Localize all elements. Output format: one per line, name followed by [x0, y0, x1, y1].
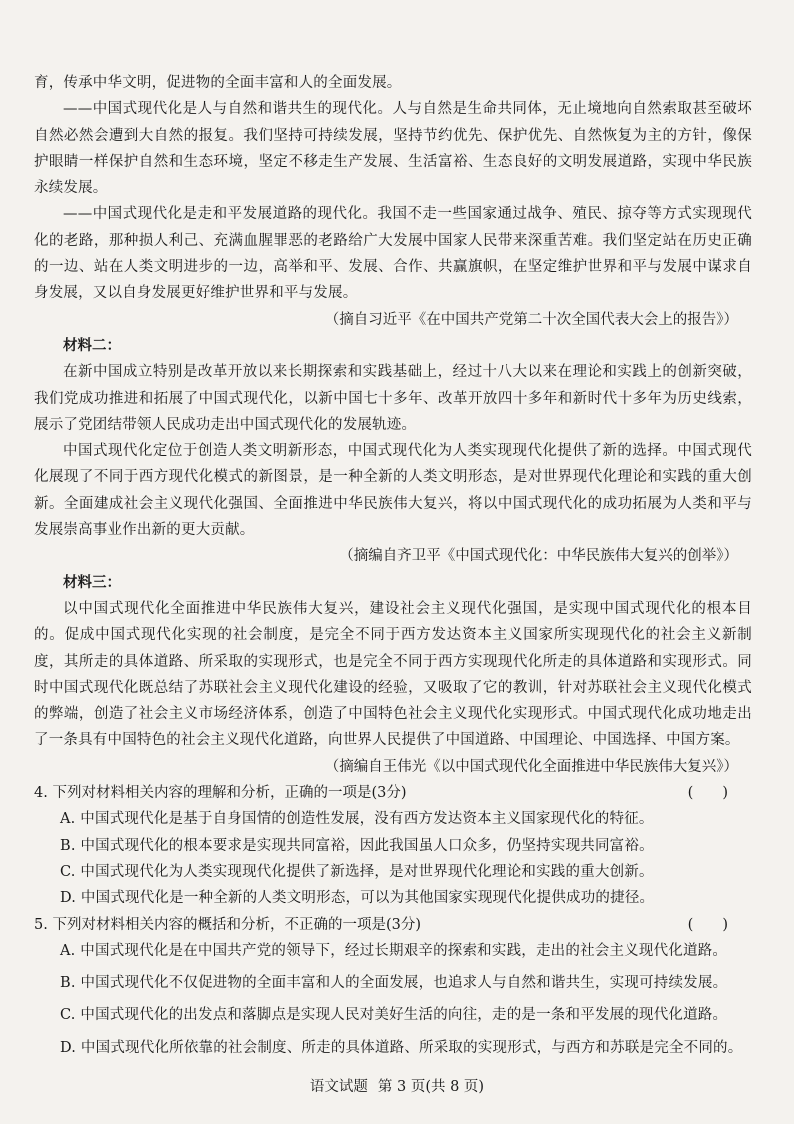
question-4-option-a[interactable]: A. 中国式现代化是基于自身国情的创造性发展，没有西方发达资本主义国家现代化的特征。: [60, 811, 654, 828]
material-three-heading: 材料三：: [63, 574, 121, 591]
material-two-paragraph-2: 中国式现代化定位于创造人类文明新形态，中国式现代化为人类实现现代化提供了新的选择。中国式现代化展现了不同于西方现代化模式的新图景，是一种全新的人类文明形态，是对世界现代化理论和实践的重大创新。全面建成社会主义现代化强国、全面推进中华民族伟大复兴，将以中国式现代化的成功拓展为人类和平与发展崇高事业作出新的更大贡献。: [34, 443, 752, 539]
question-5-option-a[interactable]: A. 中国式现代化是在中国共产党的领导下，经过长期艰辛的探索和实践，走出的社会主义现代化道路。: [60, 942, 728, 959]
question-4-option-b[interactable]: B. 中国式现代化的根本要求是实现共同富裕，因此我国虽人口众多，仍坚持实现共同富裕。: [60, 837, 654, 854]
material-two-source: （摘编自齐卫平《中国式现代化：中华民族伟大复兴的创举》）: [339, 548, 738, 565]
question-5-stem: [34, 912, 752, 938]
material-two-heading: 材料二：: [63, 337, 121, 354]
material-one-peace-paragraph: ——中国式现代化是走和平发展道路的现代化。我国不走一些国家通过战争、殖民、掠夺等方式实现现代化的老路，那种损人利己、充满血腥罪恶的老路给广大发展中国家人民带来深重苦难。我们坚定站在历史正确的一边、站在人类文明进步的一边，高举和平、发展、合作、共赢旗帜，在坚定维护世界和平与发展中谋求自身发展，又以自身发展更好维护世界和平与发展。: [34, 206, 752, 302]
question-5-option-d[interactable]: D. 中国式现代化所依靠的社会制度、所走的具体道路、所采取的实现形式，与西方和苏联是完全不同的。: [60, 1039, 743, 1056]
question-4-stem: [34, 780, 752, 806]
question-4-option-d[interactable]: D. 中国式现代化是一种全新的人类文明形态，可以为其他国家实现现代化提供成功的捷径。: [60, 890, 655, 907]
material-three-paragraph: 以中国式现代化全面推进中华民族伟大复兴，建设社会主义现代化强国，是实现中国式现代化的根本目的。促成中国式现代化实现的社会制度，是完全不同于西方发达资本主义国家所实现现代化的社会主义新制度，其所走的具体道路、所采取的实现形式，也是完全不同于西方实现现代化所走的具体道路和实现形式。同时中国式现代化既总结了苏联社会主义现代化建设的经验，又吸取了它的教训，针对苏联社会主义现代化模式的弊端，创造了社会主义市场经济体系，创造了中国特色社会主义现代化实现形式。中国式现代化成功地走出了一条具有中国特色的社会主义现代化道路，向世界人民提供了中国道路、中国理论、中国选择、中国方案。: [34, 600, 752, 749]
material-one-nature-paragraph: ——中国式现代化是人与自然和谐共生的现代化。人与自然是生命共同体，无止境地向自然索取甚至破坏自然必然会遭到大自然的报复。我们坚持可持续发展，坚持节约优先、保护优先、自然恢复为主的方针，像保护眼睛一样保护自然和生态环境，坚定不移走生产发展、生活富裕、生态良好的文明发展道路，实现中华民族永续发展。: [34, 101, 752, 197]
question-5-text: 5. 下列对材料相关内容的概括和分析，不正确的一项是(3分): [34, 916, 421, 933]
material-two: [34, 333, 752, 570]
question-4-text: 4. 下列对材料相关内容的理解和分析，正确的一项是(3分): [34, 785, 407, 802]
material-one-source: （摘自习近平《在中国共产党第二十次全国代表大会上的报告》）: [324, 311, 738, 328]
material-three: [34, 570, 752, 780]
page-footer: [0, 1075, 794, 1096]
question-5-option-b[interactable]: B. 中国式现代化不仅促进物的全面丰富和人的全面发展，也追求人与自然和谐共生，实现可持续发展。: [60, 975, 728, 992]
question-5-answer-blank[interactable]: ( ): [687, 916, 728, 933]
footer-subject: 语文试题: [309, 1079, 368, 1095]
material-one-continuation: 育，传承中华文明，促进物的全面丰富和人的全面发展。: [34, 75, 402, 91]
question-4-answer-blank[interactable]: ( ): [687, 785, 728, 802]
material-three-source: （摘编自王伟光《以中国式现代化全面推进中华民族伟大复兴》）: [324, 758, 738, 775]
question-4-option-c[interactable]: C. 中国式现代化为人类实现现代化提供了新选择，是对世界现代化理论和实践的重大创新。: [60, 863, 654, 880]
material-two-paragraph-1: 在新中国成立特别是改革开放以来长期探索和实践基础上，经过十八大以来在理论和实践上的创新突破，我们党成功推进和拓展了中国式现代化，以新中国七十多年、改革开放四十多年和新时代十多年为历史线索，展示了党团结带领人民成功走出中国式现代化的发展轨迹。: [34, 364, 752, 433]
footer-page-number: 第 3 页(共 8 页): [377, 1079, 485, 1095]
question-5: [34, 912, 752, 1061]
material-one-excerpt: [34, 70, 752, 333]
question-5-option-c[interactable]: C. 中国式现代化的出发点和落脚点是实现人民对美好生活的向往，走的是一条和平发展的现代化道路。: [60, 1007, 728, 1024]
question-4: [34, 780, 752, 911]
